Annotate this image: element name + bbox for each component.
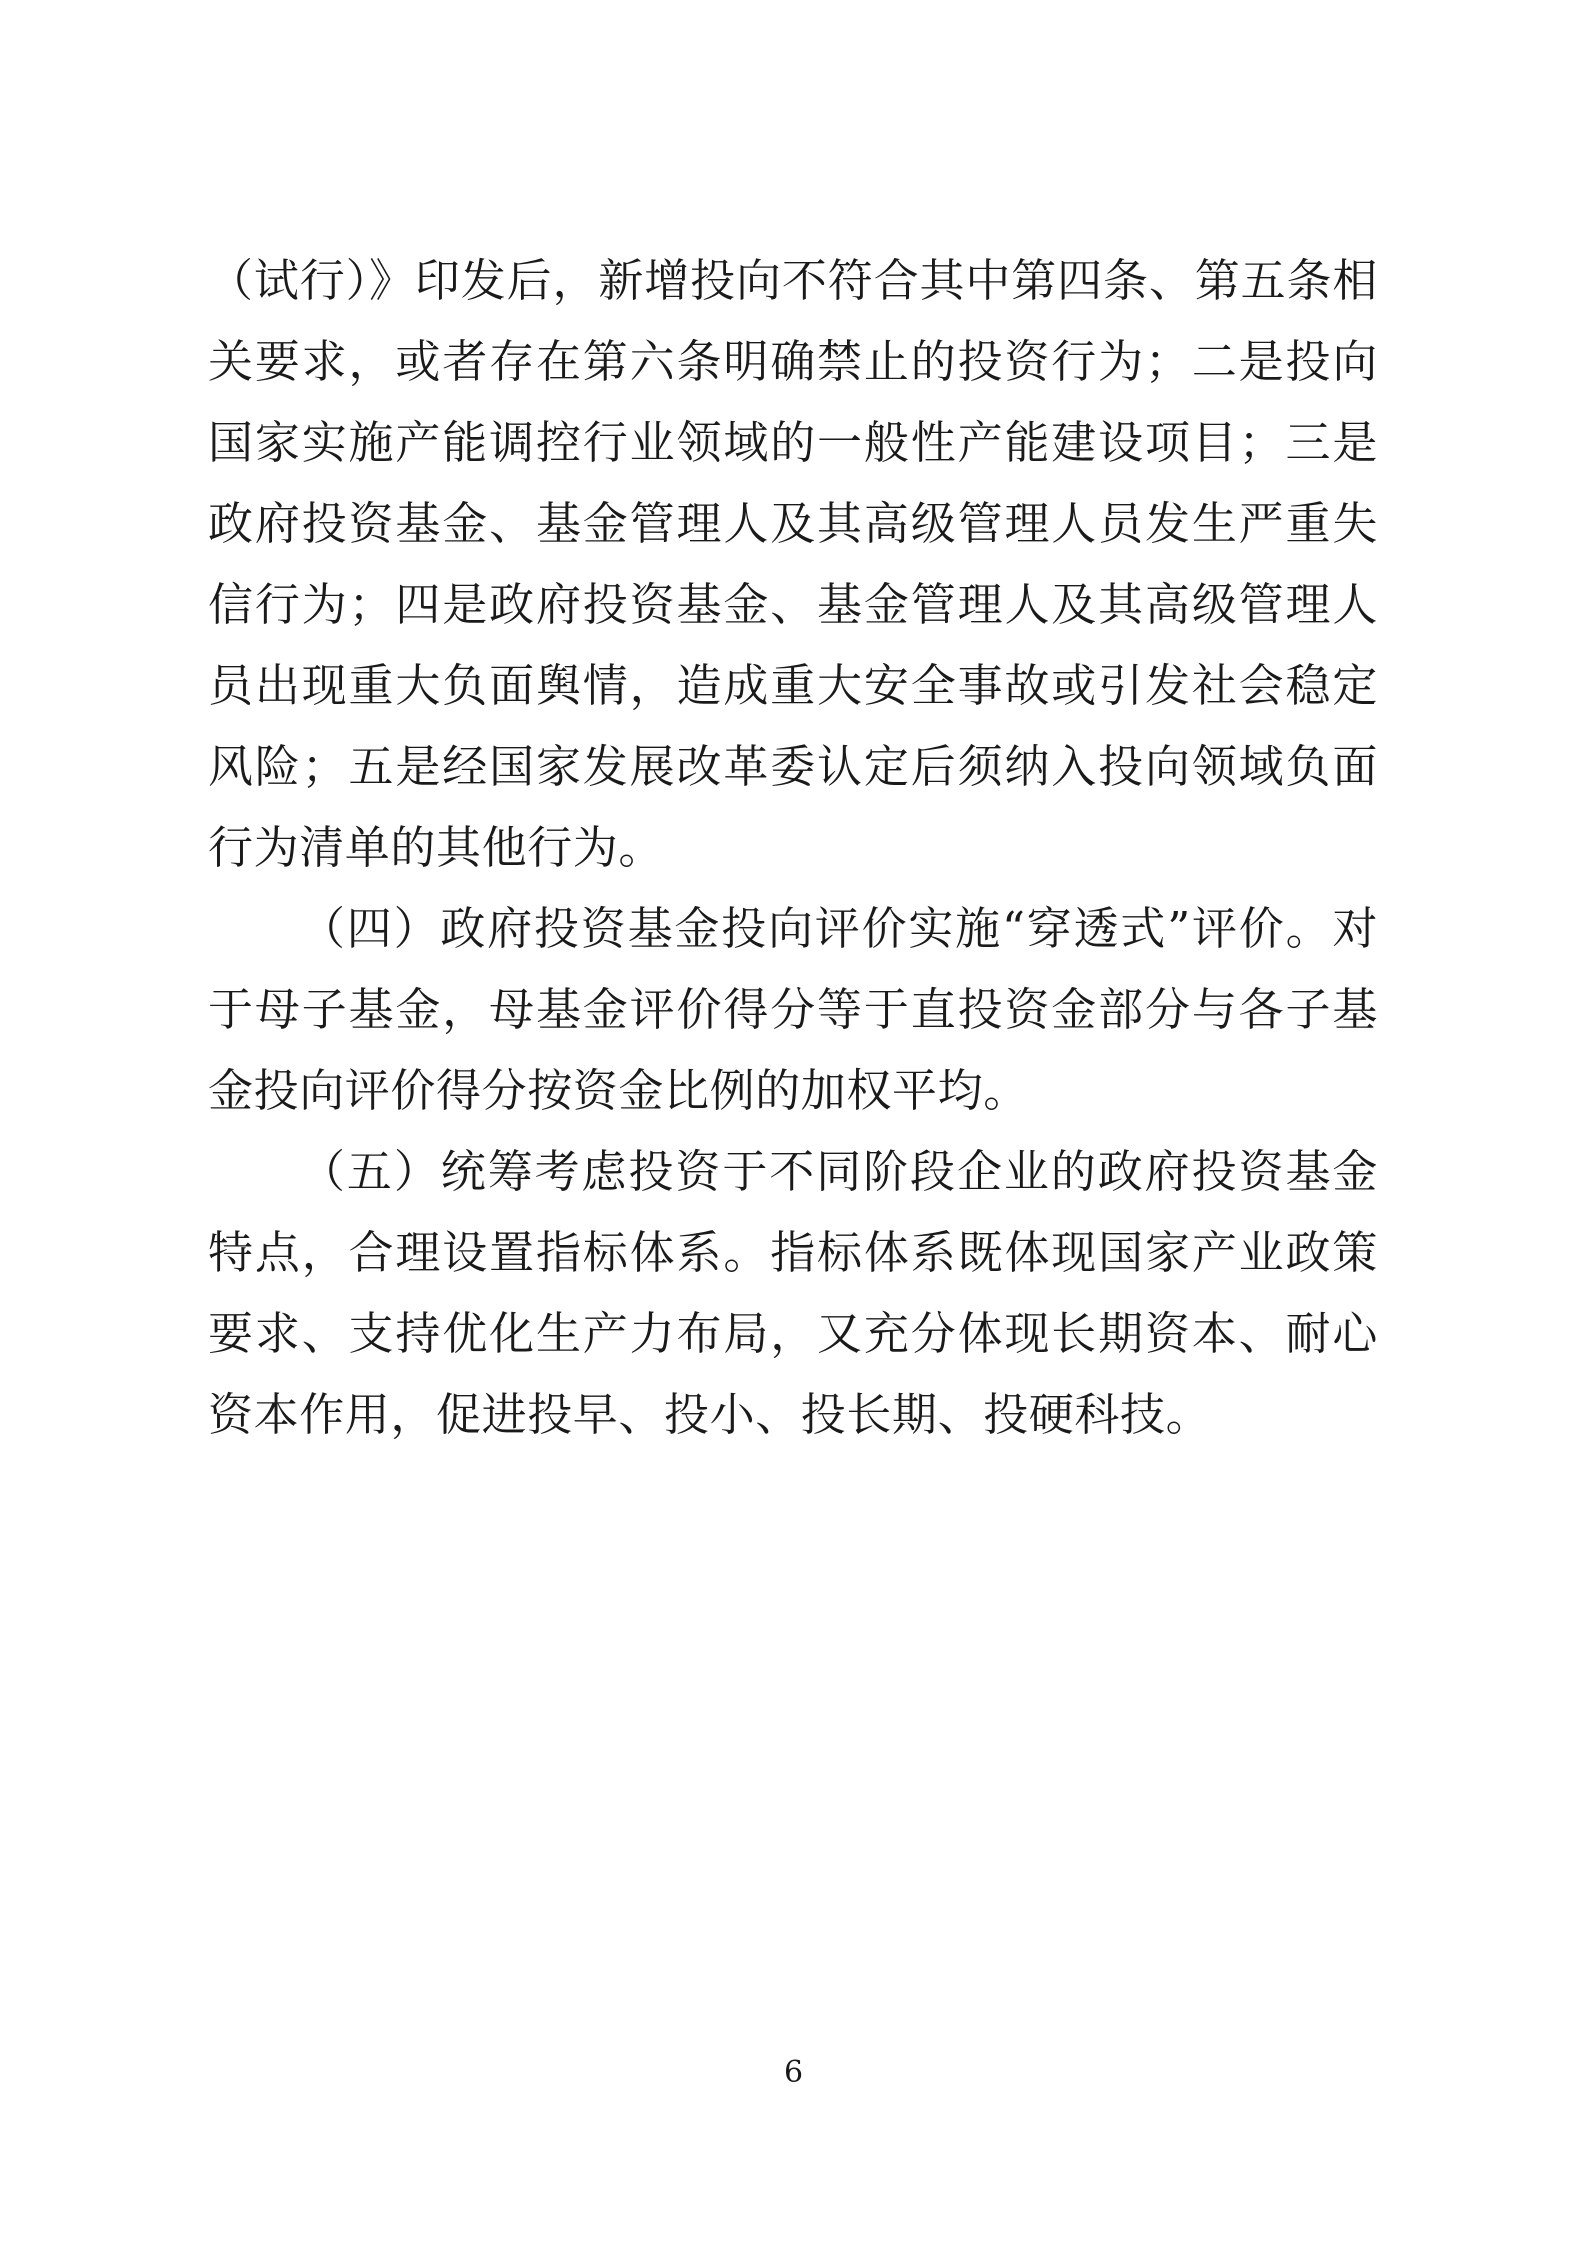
paragraph-item-four: （四）政府投资基金投向评价实施“穿透式”评价。对于母子基金，母基金评价得分等于直投资金部分与各子基金投向评价得分按资金比例的加权平均。 bbox=[208, 902, 1378, 1117]
paragraph-continued: （试行）》印发后，新增投向不符合其中第四条、第五条相关要求，或者存在第六条明确禁止的投资行为；二是投向国家实施产能调控行业领域的一般性产能建设项目；三是政府投资基金、基金管理人及其高级管理人员发生严重失信行为；四是政府投资基金、基金管理人及其高级管理人员出现重大负面舆情，造成重大安全事故或引发社会稳定风险；五是经国家发展改革委认定后须纳入投向领域负面行为清单的其他行为。 bbox=[208, 254, 1378, 874]
page-number: 6 bbox=[783, 2055, 804, 2090]
paragraph-item-five: （五）统筹考虑投资于不同阶段企业的政府投资基金特点，合理设置指标体系。指标体系既体现国家产业政策要求、支持优化生产力布局，又充分体现长期资本、耐心资本作用，促进投早、投小、投长期、投硬科技。 bbox=[208, 1145, 1378, 1441]
page-body bbox=[208, 240, 1378, 1455]
